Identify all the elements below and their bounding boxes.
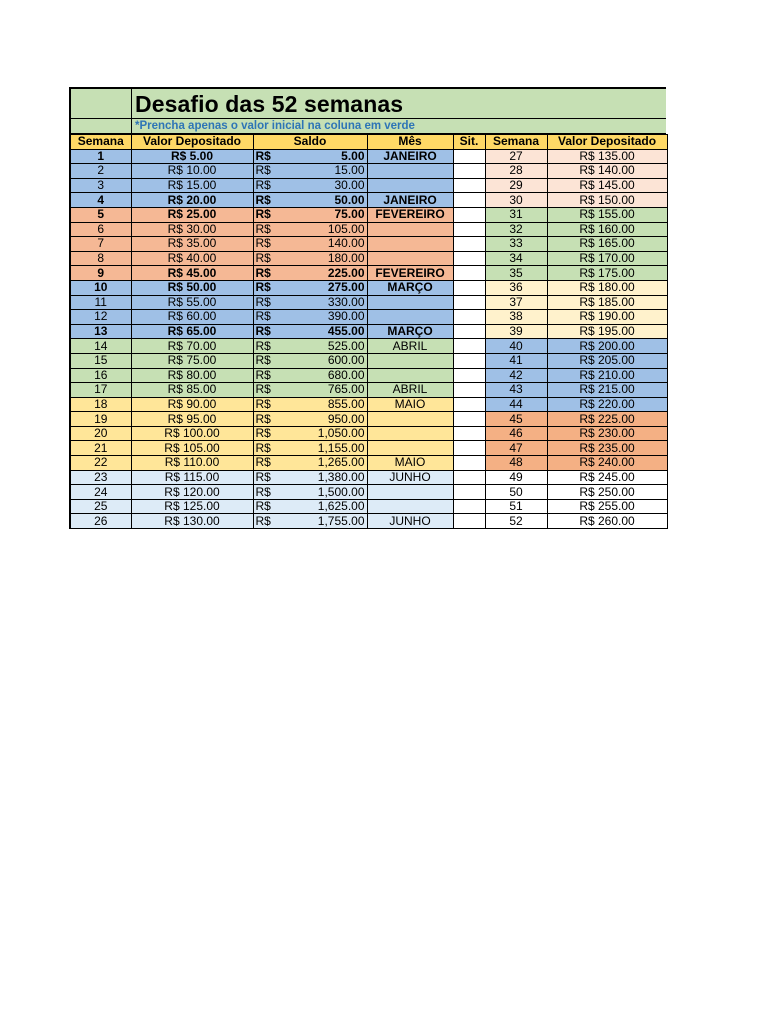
cell-sit[interactable]	[453, 514, 485, 529]
cell-mes[interactable]: JUNHO	[367, 470, 453, 485]
header-valor-depositado-2[interactable]: Valor Depositado	[547, 135, 667, 150]
cell-valor-depositado-2[interactable]: R$ 170.00	[547, 251, 667, 266]
cell-semana[interactable]: 21	[70, 441, 131, 456]
cell-semana[interactable]: 26	[70, 514, 131, 529]
cell-valor-depositado[interactable]: R$ 45.00	[131, 266, 253, 281]
cell-semana[interactable]: 22	[70, 456, 131, 471]
cell-valor-depositado[interactable]: R$ 35.00	[131, 237, 253, 252]
cell-semana-2[interactable]: 39	[485, 324, 547, 339]
cell-semana-2[interactable]: 33	[485, 237, 547, 252]
cell-valor-depositado[interactable]: R$ 120.00	[131, 485, 253, 500]
cell-semana-2[interactable]: 31	[485, 207, 547, 222]
cell-semana-2[interactable]: 36	[485, 280, 547, 295]
instruction-note: *Prencha apenas o valor inicial na coluna em verde	[135, 120, 415, 132]
cell-sit[interactable]	[453, 470, 485, 485]
cell-sit[interactable]	[453, 412, 485, 427]
header-valor-depositado[interactable]: Valor Depositado	[131, 135, 253, 150]
cell-valor-depositado-2[interactable]: R$ 195.00	[547, 324, 667, 339]
table-row	[70, 251, 667, 266]
cell-saldo-currency[interactable]: R$	[253, 222, 277, 237]
cell-saldo[interactable]: 950.00	[277, 412, 367, 427]
cell-semana[interactable]: 1	[70, 149, 131, 164]
cell-sit[interactable]	[453, 339, 485, 354]
cell-saldo-currency[interactable]: R$	[253, 514, 277, 529]
cell-semana[interactable]: 6	[70, 222, 131, 237]
cell-semana[interactable]: 5	[70, 207, 131, 222]
cell-semana[interactable]: 16	[70, 368, 131, 383]
table-row	[70, 368, 667, 383]
cell-sit[interactable]	[453, 383, 485, 398]
cell-saldo[interactable]: 525.00	[277, 339, 367, 354]
cell-mes[interactable]	[367, 310, 453, 325]
cell-valor-depositado-2[interactable]: R$ 150.00	[547, 193, 667, 208]
cell-sit[interactable]	[453, 266, 485, 281]
cell-sit[interactable]	[453, 295, 485, 310]
cell-valor-depositado-2[interactable]: R$ 160.00	[547, 222, 667, 237]
cell-saldo-currency[interactable]: R$	[253, 368, 277, 383]
cell-valor-depositado-2[interactable]: R$ 190.00	[547, 310, 667, 325]
cell-semana[interactable]: 25	[70, 499, 131, 514]
cell-semana-2[interactable]: 40	[485, 339, 547, 354]
cell-semana-2[interactable]: 46	[485, 426, 547, 441]
cell-semana[interactable]: 12	[70, 310, 131, 325]
cell-valor-depositado-2[interactable]: R$ 135.00	[547, 149, 667, 164]
cell-valor-depositado[interactable]: R$ 95.00	[131, 412, 253, 427]
cell-sit[interactable]	[453, 178, 485, 193]
cell-semana-2[interactable]: 47	[485, 441, 547, 456]
spreadsheet	[69, 87, 666, 529]
cell-semana[interactable]: 7	[70, 237, 131, 252]
cell-valor-depositado-2[interactable]: R$ 255.00	[547, 499, 667, 514]
cell-valor-depositado[interactable]: R$ 40.00	[131, 251, 253, 266]
cell-semana-2[interactable]: 29	[485, 178, 547, 193]
cell-saldo-currency[interactable]: R$	[253, 149, 277, 164]
cell-mes[interactable]: ABRIL	[367, 383, 453, 398]
table-row	[70, 149, 667, 164]
cell-sit[interactable]	[453, 397, 485, 412]
table-row	[70, 514, 667, 529]
cell-sit[interactable]	[453, 324, 485, 339]
cell-saldo[interactable]: 600.00	[277, 353, 367, 368]
cell-valor-depositado[interactable]: R$ 25.00	[131, 207, 253, 222]
cell-sit[interactable]	[453, 456, 485, 471]
cell-semana-2[interactable]: 37	[485, 295, 547, 310]
cell-saldo[interactable]: 140.00	[277, 237, 367, 252]
cell-valor-depositado[interactable]: R$ 75.00	[131, 353, 253, 368]
table-row	[70, 280, 667, 295]
cell-semana-2[interactable]: 50	[485, 485, 547, 500]
cell-mes[interactable]	[367, 412, 453, 427]
cell-semana[interactable]: 15	[70, 353, 131, 368]
cell-valor-depositado-2[interactable]: R$ 235.00	[547, 441, 667, 456]
header-semana-2[interactable]: Semana	[485, 135, 547, 150]
cell-mes[interactable]: JANEIRO	[367, 149, 453, 164]
cell-saldo-currency[interactable]: R$	[253, 499, 277, 514]
cell-saldo[interactable]: 15.00	[277, 164, 367, 179]
header-mes[interactable]: Mês	[367, 135, 453, 150]
cell-valor-depositado-2[interactable]: R$ 245.00	[547, 470, 667, 485]
cell-mes[interactable]	[367, 441, 453, 456]
cell-mes[interactable]: MAIO	[367, 456, 453, 471]
cell-valor-depositado-2[interactable]: R$ 210.00	[547, 368, 667, 383]
cell-semana[interactable]: 11	[70, 295, 131, 310]
cell-saldo-currency[interactable]: R$	[253, 295, 277, 310]
table-row	[70, 310, 667, 325]
cell-valor-depositado-2[interactable]: R$ 250.00	[547, 485, 667, 500]
cell-semana-2[interactable]: 44	[485, 397, 547, 412]
cell-mes[interactable]	[367, 499, 453, 514]
cell-saldo-currency[interactable]: R$	[253, 397, 277, 412]
cell-semana[interactable]: 17	[70, 383, 131, 398]
cell-sit[interactable]	[453, 485, 485, 500]
cell-saldo[interactable]: 455.00	[277, 324, 367, 339]
cell-valor-depositado[interactable]: R$ 15.00	[131, 178, 253, 193]
cell-mes[interactable]: JUNHO	[367, 514, 453, 529]
note-row	[69, 119, 666, 134]
cell-semana-2[interactable]: 43	[485, 383, 547, 398]
cell-mes[interactable]	[367, 222, 453, 237]
note-left-cell[interactable]	[71, 119, 132, 133]
table-row	[70, 339, 667, 354]
cell-semana-2[interactable]: 41	[485, 353, 547, 368]
cell-saldo[interactable]: 1,050.00	[277, 426, 367, 441]
cell-sit[interactable]	[453, 222, 485, 237]
cell-valor-depositado[interactable]: R$ 5.00	[131, 149, 253, 164]
cell-valor-depositado[interactable]: R$ 30.00	[131, 222, 253, 237]
cell-saldo-currency[interactable]: R$	[253, 441, 277, 456]
cell-semana[interactable]: 20	[70, 426, 131, 441]
cell-valor-depositado-2[interactable]: R$ 155.00	[547, 207, 667, 222]
cell-mes[interactable]	[367, 295, 453, 310]
cell-valor-depositado[interactable]: R$ 105.00	[131, 441, 253, 456]
cell-sit[interactable]	[453, 149, 485, 164]
cell-saldo-currency[interactable]: R$	[253, 412, 277, 427]
cell-saldo-currency[interactable]: R$	[253, 485, 277, 500]
cell-mes[interactable]	[367, 237, 453, 252]
cell-semana-2[interactable]: 27	[485, 149, 547, 164]
cell-sit[interactable]	[453, 251, 485, 266]
cell-saldo-currency[interactable]: R$	[253, 456, 277, 471]
cell-saldo[interactable]: 5.00	[277, 149, 367, 164]
cell-sit[interactable]	[453, 368, 485, 383]
cell-valor-depositado[interactable]: R$ 20.00	[131, 193, 253, 208]
table-row	[70, 485, 667, 500]
table-row	[70, 324, 667, 339]
cell-saldo[interactable]: 1,155.00	[277, 441, 367, 456]
savings-table	[69, 134, 668, 529]
cell-valor-depositado[interactable]: R$ 65.00	[131, 324, 253, 339]
cell-saldo[interactable]: 855.00	[277, 397, 367, 412]
cell-saldo[interactable]: 275.00	[277, 280, 367, 295]
table-row	[70, 397, 667, 412]
cell-sit[interactable]	[453, 426, 485, 441]
cell-mes[interactable]	[367, 353, 453, 368]
cell-mes[interactable]	[367, 178, 453, 193]
cell-sit[interactable]	[453, 237, 485, 252]
cell-sit[interactable]	[453, 310, 485, 325]
header-row	[70, 135, 667, 150]
cell-saldo-currency[interactable]: R$	[253, 280, 277, 295]
cell-valor-depositado-2[interactable]: R$ 240.00	[547, 456, 667, 471]
cell-saldo[interactable]: 105.00	[277, 222, 367, 237]
cell-semana-2[interactable]: 38	[485, 310, 547, 325]
cell-sit[interactable]	[453, 353, 485, 368]
cell-valor-depositado[interactable]: R$ 50.00	[131, 280, 253, 295]
cell-saldo[interactable]: 75.00	[277, 207, 367, 222]
header-sit[interactable]: Sit.	[453, 135, 485, 150]
cell-semana[interactable]: 3	[70, 178, 131, 193]
header-saldo[interactable]: Saldo	[253, 135, 367, 150]
table-row	[70, 470, 667, 485]
cell-semana-2[interactable]: 32	[485, 222, 547, 237]
cell-valor-depositado[interactable]: R$ 125.00	[131, 499, 253, 514]
cell-semana[interactable]: 10	[70, 280, 131, 295]
cell-valor-depositado[interactable]: R$ 110.00	[131, 456, 253, 471]
cell-mes[interactable]: FEVEREIRO	[367, 207, 453, 222]
table-row	[70, 222, 667, 237]
cell-saldo[interactable]: 30.00	[277, 178, 367, 193]
cell-valor-depositado-2[interactable]: R$ 140.00	[547, 164, 667, 179]
cell-valor-depositado[interactable]: R$ 90.00	[131, 397, 253, 412]
cell-saldo[interactable]: 1,265.00	[277, 456, 367, 471]
cell-valor-depositado[interactable]: R$ 70.00	[131, 339, 253, 354]
table-row	[70, 412, 667, 427]
cell-mes[interactable]	[367, 164, 453, 179]
cell-saldo-currency[interactable]: R$	[253, 339, 277, 354]
cell-mes[interactable]: MARÇO	[367, 324, 453, 339]
cell-sit[interactable]	[453, 280, 485, 295]
cell-saldo-currency[interactable]: R$	[253, 251, 277, 266]
cell-valor-depositado[interactable]: R$ 80.00	[131, 368, 253, 383]
cell-saldo[interactable]: 1,380.00	[277, 470, 367, 485]
table-row	[70, 383, 667, 398]
cell-semana[interactable]: 19	[70, 412, 131, 427]
cell-valor-depositado-2[interactable]: R$ 200.00	[547, 339, 667, 354]
table-row	[70, 426, 667, 441]
table-row	[70, 193, 667, 208]
cell-saldo-currency[interactable]: R$	[253, 470, 277, 485]
table-row	[70, 456, 667, 471]
cell-semana-2[interactable]: 48	[485, 456, 547, 471]
cell-saldo-currency[interactable]: R$	[253, 324, 277, 339]
cell-mes[interactable]	[367, 426, 453, 441]
cell-saldo-currency[interactable]: R$	[253, 178, 277, 193]
table-row	[70, 499, 667, 514]
cell-semana-2[interactable]: 45	[485, 412, 547, 427]
cell-valor-depositado-2[interactable]: R$ 260.00	[547, 514, 667, 529]
cell-semana-2[interactable]: 34	[485, 251, 547, 266]
cell-valor-depositado-2[interactable]: R$ 225.00	[547, 412, 667, 427]
cell-valor-depositado-2[interactable]: R$ 230.00	[547, 426, 667, 441]
table-row	[70, 164, 667, 179]
cell-saldo-currency[interactable]: R$	[253, 426, 277, 441]
cell-saldo-currency[interactable]: R$	[253, 237, 277, 252]
cell-valor-depositado[interactable]: R$ 60.00	[131, 310, 253, 325]
cell-semana-2[interactable]: 51	[485, 499, 547, 514]
cell-mes[interactable]: MARÇO	[367, 280, 453, 295]
cell-valor-depositado-2[interactable]: R$ 165.00	[547, 237, 667, 252]
table-row	[70, 266, 667, 281]
cell-saldo-currency[interactable]: R$	[253, 193, 277, 208]
cell-valor-depositado[interactable]: R$ 130.00	[131, 514, 253, 529]
table-row	[70, 207, 667, 222]
table-row	[70, 295, 667, 310]
cell-valor-depositado-2[interactable]: R$ 215.00	[547, 383, 667, 398]
cell-semana[interactable]: 2	[70, 164, 131, 179]
cell-semana-2[interactable]: 52	[485, 514, 547, 529]
cell-saldo-currency[interactable]: R$	[253, 353, 277, 368]
cell-sit[interactable]	[453, 207, 485, 222]
cell-semana[interactable]: 23	[70, 470, 131, 485]
table-row	[70, 441, 667, 456]
cell-sit[interactable]	[453, 164, 485, 179]
cell-semana[interactable]: 13	[70, 324, 131, 339]
cell-valor-depositado-2[interactable]: R$ 145.00	[547, 178, 667, 193]
cell-saldo[interactable]: 330.00	[277, 295, 367, 310]
cell-valor-depositado[interactable]: R$ 55.00	[131, 295, 253, 310]
cell-semana-2[interactable]: 42	[485, 368, 547, 383]
cell-sit[interactable]	[453, 499, 485, 514]
cell-valor-depositado-2[interactable]: R$ 175.00	[547, 266, 667, 281]
cell-saldo[interactable]: 50.00	[277, 193, 367, 208]
cell-semana[interactable]: 14	[70, 339, 131, 354]
cell-saldo[interactable]: 1,625.00	[277, 499, 367, 514]
cell-sit[interactable]	[453, 441, 485, 456]
title-left-cell[interactable]	[71, 89, 132, 118]
sheet-title: Desafio das 52 semanas	[135, 91, 404, 117]
cell-sit[interactable]	[453, 193, 485, 208]
cell-semana[interactable]: 4	[70, 193, 131, 208]
cell-saldo-currency[interactable]: R$	[253, 383, 277, 398]
cell-mes[interactable]: FEVEREIRO	[367, 266, 453, 281]
cell-saldo-currency[interactable]: R$	[253, 266, 277, 281]
table-row	[70, 237, 667, 252]
cell-semana-2[interactable]: 30	[485, 193, 547, 208]
cell-saldo[interactable]: 390.00	[277, 310, 367, 325]
cell-valor-depositado-2[interactable]: R$ 180.00	[547, 280, 667, 295]
cell-semana-2[interactable]: 49	[485, 470, 547, 485]
cell-valor-depositado-2[interactable]: R$ 205.00	[547, 353, 667, 368]
cell-valor-depositado[interactable]: R$ 115.00	[131, 470, 253, 485]
cell-saldo-currency[interactable]: R$	[253, 207, 277, 222]
cell-saldo[interactable]: 1,755.00	[277, 514, 367, 529]
cell-semana[interactable]: 24	[70, 485, 131, 500]
cell-saldo[interactable]: 1,500.00	[277, 485, 367, 500]
cell-semana[interactable]: 9	[70, 266, 131, 281]
cell-semana-2[interactable]: 35	[485, 266, 547, 281]
cell-mes[interactable]	[367, 485, 453, 500]
cell-mes[interactable]	[367, 251, 453, 266]
cell-semana[interactable]: 8	[70, 251, 131, 266]
cell-saldo-currency[interactable]: R$	[253, 310, 277, 325]
cell-saldo-currency[interactable]: R$	[253, 164, 277, 179]
cell-semana[interactable]: 18	[70, 397, 131, 412]
cell-valor-depositado-2[interactable]: R$ 220.00	[547, 397, 667, 412]
cell-semana-2[interactable]: 28	[485, 164, 547, 179]
cell-valor-depositado[interactable]: R$ 10.00	[131, 164, 253, 179]
cell-valor-depositado[interactable]: R$ 100.00	[131, 426, 253, 441]
cell-saldo[interactable]: 180.00	[277, 251, 367, 266]
table-row	[70, 353, 667, 368]
cell-mes[interactable]: JANEIRO	[367, 193, 453, 208]
cell-valor-depositado[interactable]: R$ 85.00	[131, 383, 253, 398]
cell-mes[interactable]	[367, 368, 453, 383]
cell-saldo[interactable]: 680.00	[277, 368, 367, 383]
header-semana[interactable]: Semana	[70, 135, 131, 150]
table-row	[70, 178, 667, 193]
cell-saldo[interactable]: 225.00	[277, 266, 367, 281]
cell-valor-depositado-2[interactable]: R$ 185.00	[547, 295, 667, 310]
cell-mes[interactable]: ABRIL	[367, 339, 453, 354]
title-row	[69, 87, 666, 119]
cell-saldo[interactable]: 765.00	[277, 383, 367, 398]
cell-mes[interactable]: MAIO	[367, 397, 453, 412]
